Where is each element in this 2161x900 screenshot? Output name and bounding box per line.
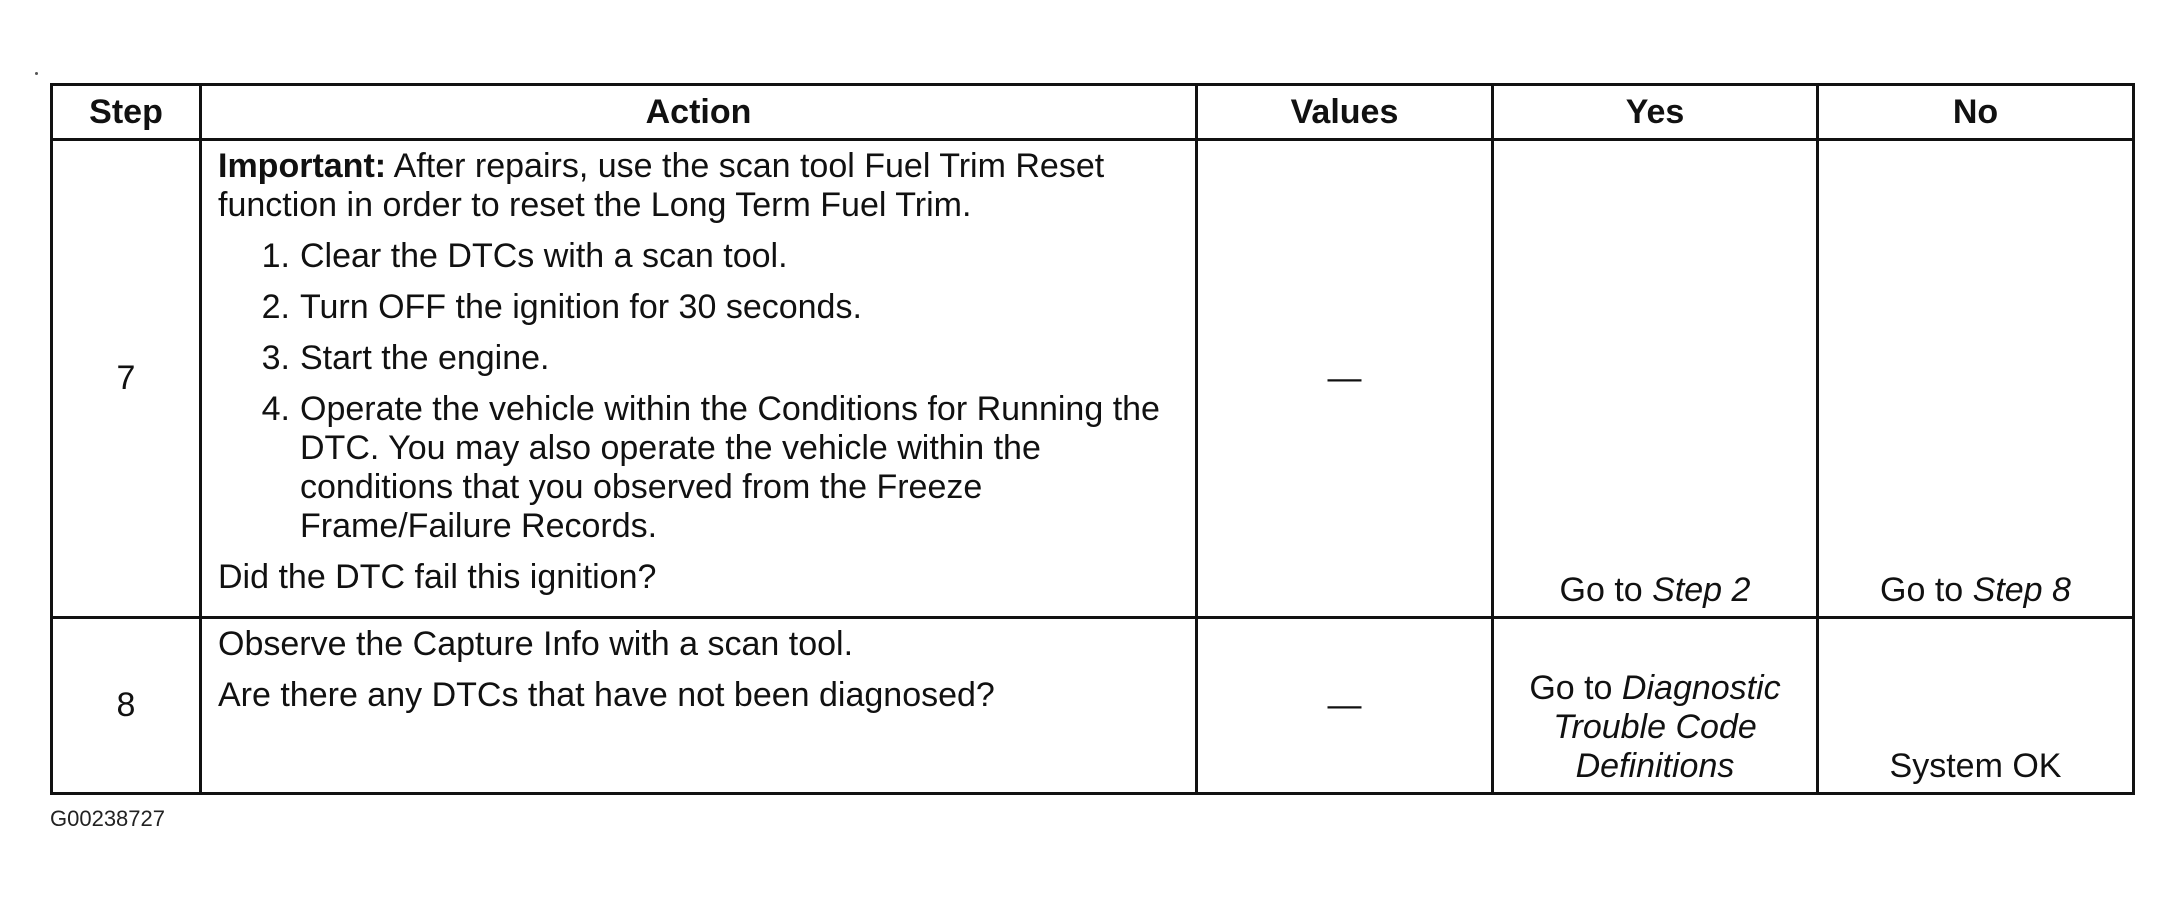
header-values: Values <box>1197 85 1493 140</box>
yes-ref-line-3[interactable]: Definitions <box>1575 747 1735 785</box>
scan-speck <box>35 72 38 75</box>
header-no: No <box>1818 85 2134 140</box>
list-item-text: Operate the vehicle within the Conditions for Running the DTC. You may also operate the vehicle within the conditions that you observed from the Freeze Frame/Failure Records. <box>300 390 1160 545</box>
figure-code: G00238727 <box>50 806 165 831</box>
list-item <box>218 390 1181 546</box>
diagnostic-table <box>50 83 2135 795</box>
list-item-number: 1. <box>261 237 290 275</box>
no-cell <box>1818 140 2134 618</box>
yes-ref-line-1[interactable]: Diagnostic <box>1621 669 1781 707</box>
header-yes: Yes <box>1493 85 1818 140</box>
action-question: Are there any DTCs that have not been diagnosed? <box>218 676 995 714</box>
yes-ref-line-2[interactable]: Trouble Code <box>1553 708 1757 746</box>
values-dash: — <box>1327 359 1362 397</box>
action-instruction: Observe the Capture Info with a scan tool. <box>218 625 854 663</box>
yes-cell <box>1493 618 1818 794</box>
table-row-step-7 <box>52 140 2134 618</box>
step-number: 8 <box>52 618 201 794</box>
step-number: 7 <box>52 140 201 618</box>
yes-step-link[interactable]: Step 2 <box>1652 571 1751 609</box>
values-dash: — <box>1327 686 1362 724</box>
header-step: Step <box>52 85 201 140</box>
action-cell <box>201 618 1197 794</box>
list-item <box>218 237 1181 276</box>
no-prefix: Go to <box>1880 571 1973 609</box>
list-item-text: Turn OFF the ignition for 30 seconds. <box>300 288 862 326</box>
list-item-number: 4. <box>261 390 290 428</box>
procedure-list <box>218 237 1181 546</box>
yes-line-1 <box>1494 669 1816 708</box>
list-item-text: Clear the DTCs with a scan tool. <box>300 237 788 275</box>
list-item-number: 2. <box>261 288 290 326</box>
list-item <box>218 288 1181 327</box>
important-label: Important: <box>218 147 387 185</box>
table-row-step-8 <box>52 618 2134 794</box>
values-cell <box>1197 140 1493 618</box>
no-result: System OK <box>1889 747 2062 785</box>
action-cell <box>201 140 1197 618</box>
list-item <box>218 339 1181 378</box>
action-question: Did the DTC fail this ignition? <box>218 558 657 596</box>
yes-prefix: Go to <box>1529 669 1622 707</box>
important-text: After repairs, use the scan tool Fuel Trim Reset function in order to reset the Long Term Fuel Trim. <box>218 147 1105 224</box>
list-item-text: Start the engine. <box>300 339 550 377</box>
values-cell <box>1197 618 1493 794</box>
yes-cell <box>1493 140 1818 618</box>
list-item-number: 3. <box>261 339 290 377</box>
no-step-link[interactable]: Step 8 <box>1972 571 2071 609</box>
no-cell <box>1818 618 2134 794</box>
header-row <box>52 85 2134 140</box>
yes-prefix: Go to <box>1559 571 1653 609</box>
important-note <box>218 147 1181 225</box>
header-action: Action <box>201 85 1197 140</box>
